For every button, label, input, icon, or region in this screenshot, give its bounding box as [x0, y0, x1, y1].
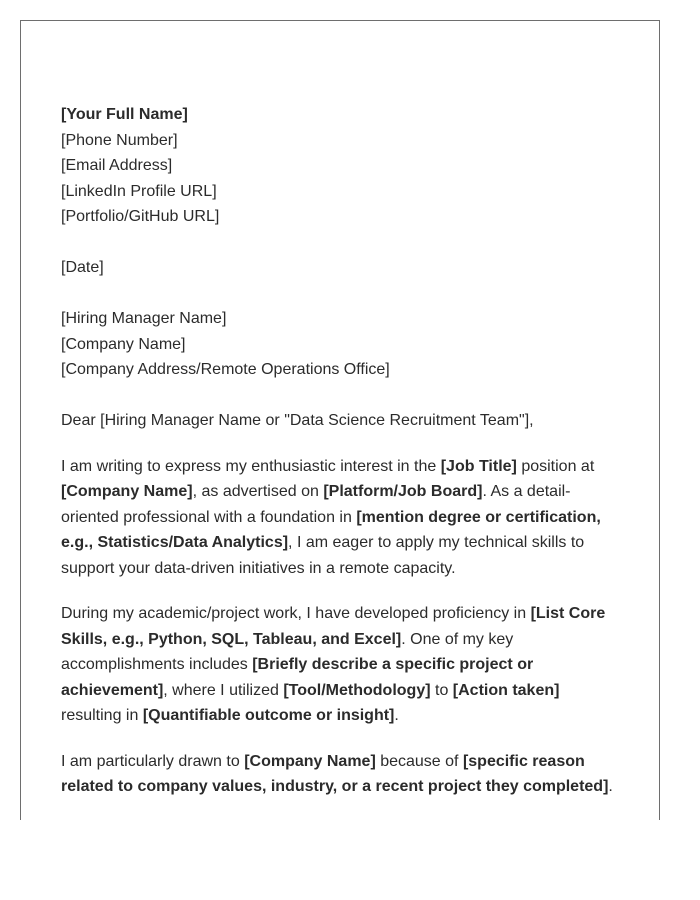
intro-degree: [mention degree or certification, e.g., Statistics/Data Analytics]	[61, 508, 601, 551]
motivation-text-1: I am particularly drawn to	[61, 752, 245, 770]
intro-platform: [Platform/Job Board]	[323, 483, 483, 500]
motivation-text-2: because of	[375, 752, 463, 770]
paragraph-intro	[61, 454, 621, 582]
paragraph-motivation	[61, 749, 621, 800]
motivation-reason: [specific reason related to company values, industry, or a recent project they completed]	[61, 752, 609, 795]
recipient-manager: [Hiring Manager Name]	[61, 310, 227, 327]
skills-tool: [Tool/Methodology]	[283, 681, 431, 699]
motivation-text-3: .	[608, 778, 613, 795]
skills-text-5: resulting in	[61, 707, 143, 724]
motivation-company-name: [Company Name]	[244, 752, 376, 770]
sender-email: [Email Address]	[61, 157, 173, 174]
sender-linkedin: [LinkedIn Profile URL]	[61, 182, 217, 200]
sender-phone: [Phone Number]	[61, 131, 178, 149]
intro-text-1: I am writing to express my enthusiastic interest in the	[61, 457, 441, 475]
skills-text-6: .	[394, 707, 399, 724]
cover-letter-body	[61, 102, 621, 800]
sender-name: [Your Full Name]	[61, 106, 188, 123]
recipient-block	[61, 306, 621, 383]
skills-text-1: During my academic/project work, I have developed proficiency in	[61, 605, 531, 622]
intro-text-2: position at	[516, 457, 595, 475]
recipient-company: [Company Name]	[61, 335, 186, 353]
intro-text-4: . As a detail-oriented professional with a foundation in	[61, 483, 571, 526]
intro-company-name: [Company Name]	[61, 483, 193, 500]
salutation: Dear [Hiring Manager Name or "Data Science Recruitment Team"],	[61, 412, 534, 429]
skills-action: [Action taken]	[452, 681, 560, 699]
intro-text-3: , as advertised on	[192, 483, 324, 500]
paragraph-skills	[61, 601, 621, 729]
skills-text-3: , where I utilized	[163, 681, 284, 699]
skills-achievement: [Briefly describe a specific project or achievement]	[61, 656, 534, 699]
skills-outcome: [Quantifiable outcome or insight]	[142, 707, 395, 724]
document-page	[20, 20, 660, 820]
intro-text-5: , I am eager to apply my technical skills to support your data-driven initiatives in a remote capacity.	[61, 534, 585, 577]
recipient-address: [Company Address/Remote Operations Office]	[61, 361, 390, 378]
sender-block	[61, 102, 621, 230]
skills-core-skills: [List Core Skills, e.g., Python, SQL, Tableau, and Excel]	[61, 605, 606, 648]
skills-text-2: . One of my key accomplishments includes	[61, 630, 514, 673]
skills-text-4: to	[430, 681, 453, 699]
letter-date: [Date]	[61, 259, 104, 276]
intro-job-title: [Job Title]	[440, 457, 517, 475]
sender-portfolio: [Portfolio/GitHub URL]	[61, 208, 220, 225]
